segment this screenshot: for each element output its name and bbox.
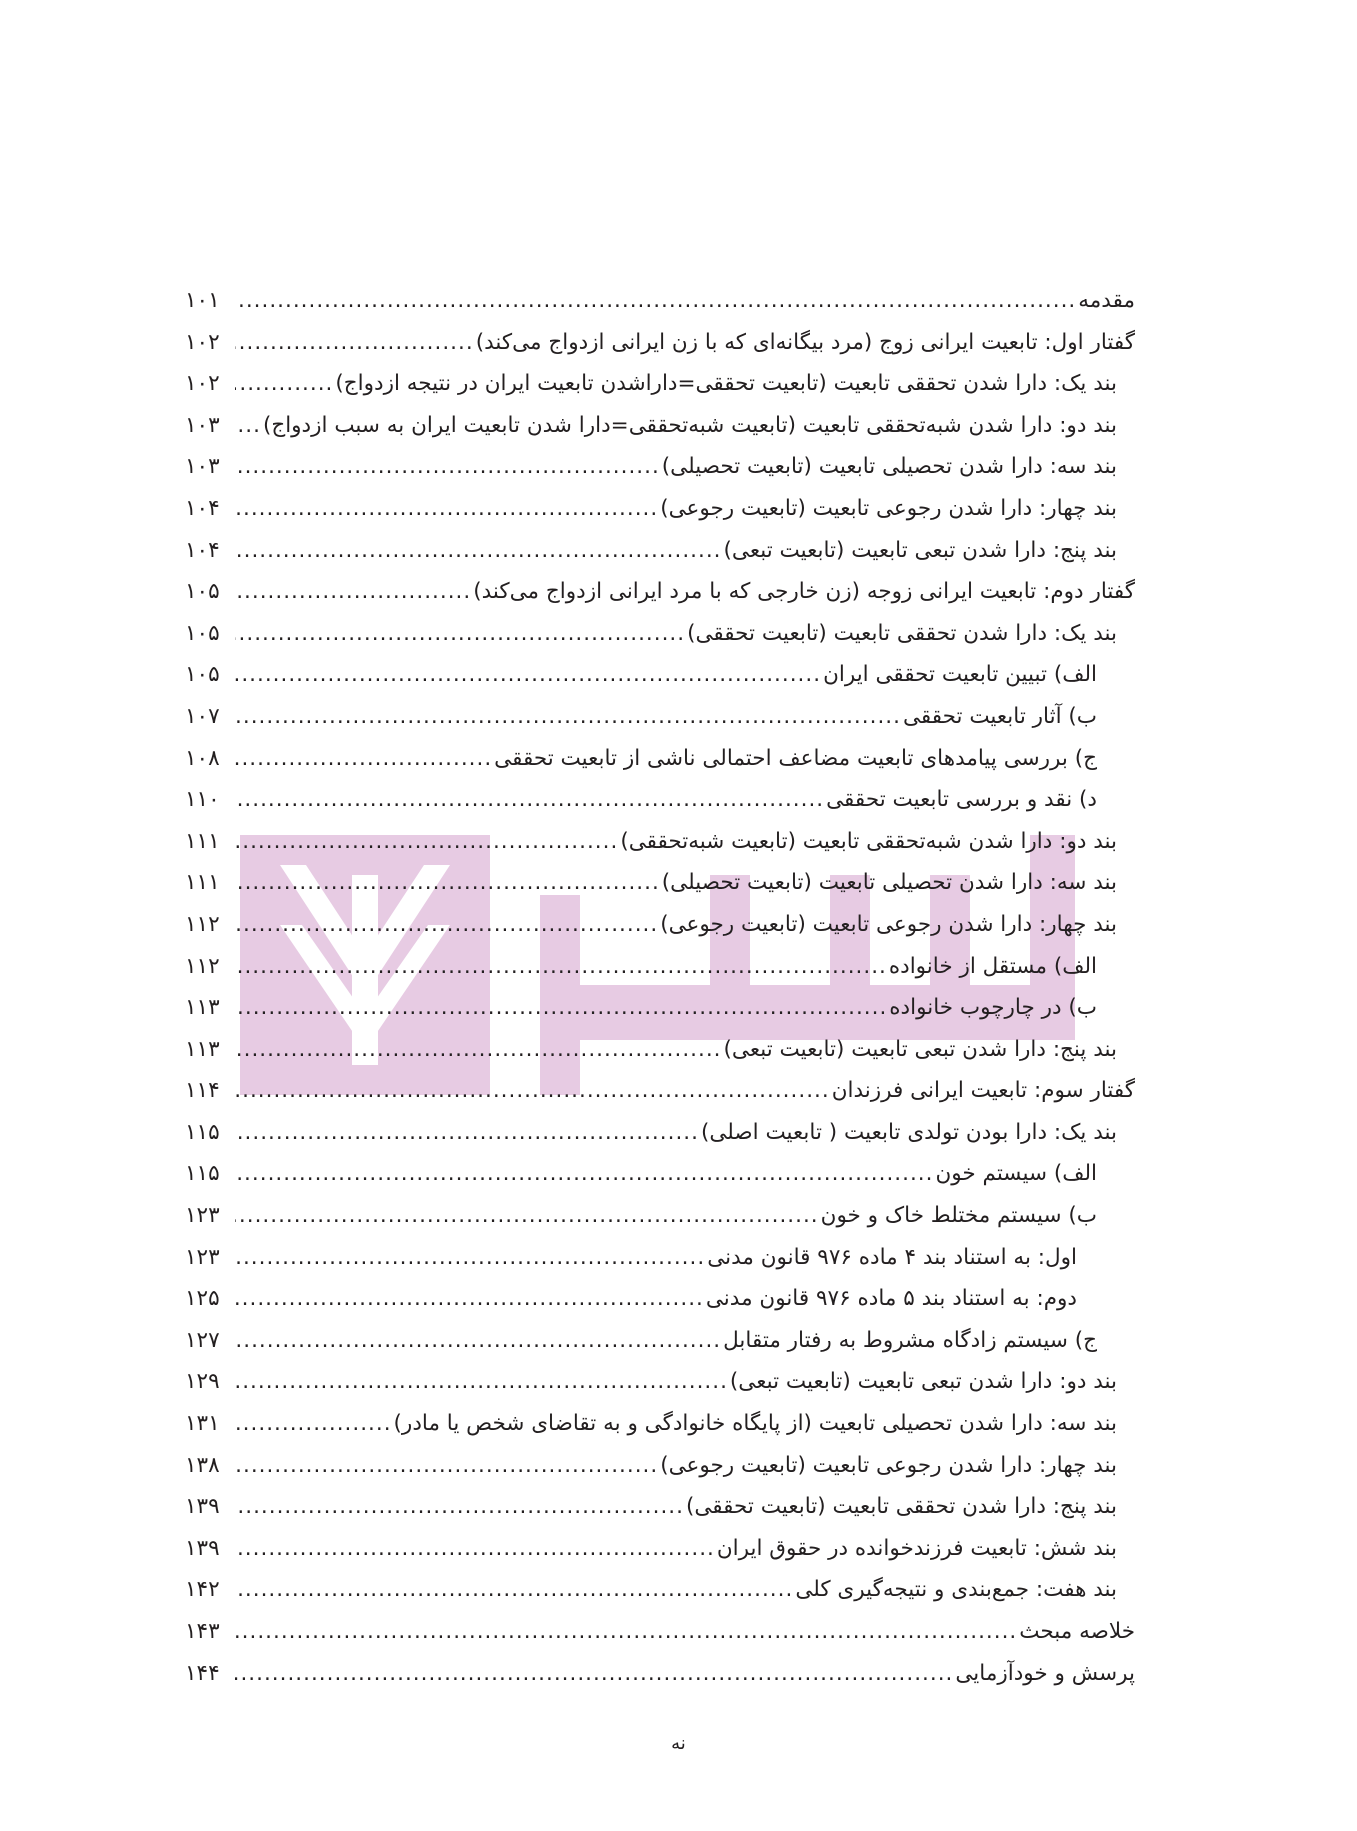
toc-entry <box>185 322 1135 364</box>
toc-entry-title: پرسش و خودآزمایی <box>955 1660 1135 1686</box>
toc-dot-leader <box>235 1528 715 1570</box>
toc-dot-leader <box>235 1153 933 1195</box>
toc-dot-leader <box>235 1445 658 1487</box>
toc-entry <box>185 696 1135 738</box>
toc-entry-title: دوم: به استناد بند ۵ ماده ۹۷۶ قانون مدنی <box>705 1286 1077 1312</box>
toc-entry <box>185 363 1135 405</box>
toc-dot-leader <box>235 1070 830 1112</box>
toc-entry-title: الف) سیستم خون <box>935 1161 1097 1187</box>
toc-entry-title: بند سه: دارا شدن تحصیلی تابعیت (از پایگاه خانوادگی و به تقاضای شخص یا مادر) <box>393 1411 1117 1437</box>
toc-entry-title: بند هفت: جمع‌بندی و نتیجه‌گیری کلی <box>795 1577 1117 1603</box>
toc-entry <box>185 779 1135 821</box>
toc-entry-title: بند پنج: دارا شدن تحققی تابعیت (تابعیت تحققی) <box>685 1494 1117 1520</box>
toc-entry <box>185 488 1135 530</box>
table-of-contents <box>185 280 1135 1694</box>
toc-entry-page: ۱۴۲ <box>185 1577 220 1603</box>
toc-entry-title: بند یک: دارا شدن تحققی تابعیت (تابعیت تحققی=داراشدن تابعیت ایران در نتیجه ازدواج) <box>335 371 1117 397</box>
toc-entry-page: ۱۱۵ <box>185 1161 220 1187</box>
toc-entry-title: ب) در چارچوب خانواده <box>889 995 1097 1021</box>
toc-entry <box>185 446 1135 488</box>
toc-entry <box>185 280 1135 322</box>
toc-entry-page: ۱۰۳ <box>185 412 220 438</box>
toc-entry-page: ۱۲۵ <box>185 1286 220 1312</box>
toc-entry-page: ۱۱۲ <box>185 953 220 979</box>
toc-entry-page: ۱۰۸ <box>185 745 220 771</box>
toc-entry-page: ۱۱۱ <box>185 870 220 896</box>
toc-entry-page: ۱۰۵ <box>185 579 220 605</box>
toc-dot-leader <box>235 1195 819 1237</box>
toc-entry-page: ۱۱۳ <box>185 995 220 1021</box>
toc-dot-leader <box>235 613 685 655</box>
toc-dot-leader <box>235 1029 722 1071</box>
toc-entry-page: ۱۳۹ <box>185 1535 220 1561</box>
toc-entry-page: ۱۴۳ <box>185 1619 220 1644</box>
toc-dot-leader <box>235 280 1076 322</box>
toc-entry <box>185 1320 1135 1362</box>
toc-dot-leader <box>235 405 261 447</box>
toc-dot-leader <box>235 446 660 488</box>
toc-entry-page: ۱۰۱ <box>185 288 220 313</box>
toc-dot-leader <box>235 530 722 572</box>
toc-entry-page: ۱۲۷ <box>185 1327 220 1353</box>
toc-dot-leader <box>235 1361 728 1403</box>
toc-entry <box>185 1153 1135 1195</box>
toc-dot-leader <box>235 1653 953 1695</box>
toc-entry-title: ب) سیستم مختلط خاک و خون <box>820 1203 1097 1229</box>
toc-entry-page: ۱۱۱ <box>185 828 220 854</box>
toc-entry <box>185 1237 1135 1279</box>
toc-entry-title: ج) بررسی پیامدهای تابعیت مضاعف احتمالی ناشی از تابعیت تحققی <box>494 745 1097 771</box>
toc-entry <box>185 654 1135 696</box>
toc-dot-leader <box>235 1278 704 1320</box>
toc-entry-page: ۱۰۴ <box>185 537 220 563</box>
toc-entry-page: ۱۱۰ <box>185 787 220 813</box>
toc-dot-leader <box>235 987 887 1029</box>
toc-entry-page: ۱۱۲ <box>185 911 220 937</box>
toc-entry-title: ب) آثار تابعیت تحققی <box>902 703 1097 729</box>
toc-entry <box>185 1070 1135 1112</box>
toc-entry-title: بند یک: دارا بودن تولدی تابعیت ( تابعیت اصلی) <box>700 1119 1117 1145</box>
toc-dot-leader <box>235 363 333 405</box>
toc-entry <box>185 530 1135 572</box>
toc-entry-title: الف) تبیین تابعیت تحققی ایران <box>823 662 1097 688</box>
toc-entry-title: بند چهار: دارا شدن رجوعی تابعیت (تابعیت رجوعی) <box>660 911 1117 937</box>
toc-entry <box>185 1445 1135 1487</box>
toc-entry-page: ۱۲۹ <box>185 1369 220 1395</box>
toc-dot-leader <box>235 821 618 863</box>
toc-entry-title: د) نقد و بررسی تابعیت تحققی <box>826 787 1097 813</box>
toc-entry-page: ۱۲۳ <box>185 1244 220 1270</box>
toc-entry-title: گفتار دوم: تابعیت ایرانی زوجه (زن خارجی که با مرد ایرانی ازدواج می‌کند) <box>473 579 1135 605</box>
toc-entry-page: ۱۰۵ <box>185 662 220 688</box>
toc-entry-title: خلاصه مبحث <box>1019 1619 1135 1644</box>
toc-entry-title: ج) سیستم زادگاه مشروط به رفتار متقابل <box>723 1327 1097 1353</box>
toc-dot-leader <box>235 904 658 946</box>
toc-entry <box>185 1528 1135 1570</box>
toc-entry-title: بند سه: دارا شدن تحصیلی تابعیت (تابعیت تحصیلی) <box>661 870 1117 896</box>
toc-entry-title: اول: به استناد بند ۴ ماده ۹۷۶ قانون مدنی <box>707 1244 1077 1270</box>
toc-entry-page: ۱۰۵ <box>185 620 220 646</box>
toc-entry <box>185 1029 1135 1071</box>
toc-entry-title: مقدمه <box>1078 288 1135 313</box>
toc-entry-page: ۱۳۹ <box>185 1494 220 1520</box>
toc-entry <box>185 1486 1135 1528</box>
toc-entry-page: ۱۱۴ <box>185 1078 220 1104</box>
toc-entry-page: ۱۰۴ <box>185 495 220 521</box>
toc-entry-title: الف) مستقل از خانواده <box>888 953 1097 979</box>
toc-dot-leader <box>235 738 492 780</box>
toc-entry <box>185 571 1135 613</box>
toc-entry-title: بند یک: دارا شدن تحققی تابعیت (تابعیت تحققی) <box>687 620 1117 646</box>
toc-entry <box>185 821 1135 863</box>
page-number-footer: نه <box>671 1733 686 1754</box>
toc-entry <box>185 738 1135 780</box>
toc-entry <box>185 1403 1135 1445</box>
toc-dot-leader <box>235 1237 705 1279</box>
toc-entry-page: ۱۴۴ <box>185 1660 220 1686</box>
toc-entry-title: بند دو: دارا شدن تبعی تابعیت (تابعیت تبعی) <box>729 1369 1117 1395</box>
toc-entry <box>185 1195 1135 1237</box>
toc-dot-leader <box>235 779 824 821</box>
toc-dot-leader <box>235 1486 684 1528</box>
toc-entry-title: گفتار اول: تابعیت ایرانی زوج (مرد بیگانه‌ای که با زن ایرانی ازدواج می‌کند) <box>475 329 1135 355</box>
toc-entry-page: ۱۲۳ <box>185 1203 220 1229</box>
toc-dot-leader <box>235 1403 392 1445</box>
toc-entry <box>185 862 1135 904</box>
toc-dot-leader <box>235 862 660 904</box>
toc-entry <box>185 1653 1135 1695</box>
toc-entry <box>185 405 1135 447</box>
toc-entry-title: بند سه: دارا شدن تحصیلی تابعیت (تابعیت تحصیلی) <box>661 454 1117 480</box>
toc-dot-leader <box>235 696 901 738</box>
toc-entry-title: بند پنج: دارا شدن تبعی تابعیت (تابعیت تبعی) <box>723 537 1117 563</box>
toc-dot-leader <box>235 571 471 613</box>
toc-entry-title: بند شش: تابعیت فرزندخوانده در حقوق ایران <box>716 1535 1117 1561</box>
toc-entry-page: ۱۱۵ <box>185 1119 220 1145</box>
toc-entry-title: بند دو: دارا شدن شبه‌تحققی تابعیت (تابعیت شبه‌تحققی=دارا شدن تابعیت ایران به سبب ازدواج) <box>262 412 1117 438</box>
toc-dot-leader <box>235 322 474 364</box>
toc-dot-leader <box>235 1112 699 1154</box>
toc-entry <box>185 904 1135 946</box>
toc-entry-page: ۱۰۲ <box>185 371 220 397</box>
toc-entry-page: ۱۳۸ <box>185 1452 220 1478</box>
toc-entry <box>185 1569 1135 1611</box>
toc-entry <box>185 1112 1135 1154</box>
toc-entry-page: ۱۰۲ <box>185 329 220 355</box>
toc-entry <box>185 1278 1135 1320</box>
toc-dot-leader <box>235 1320 721 1362</box>
toc-entry-title: بند پنج: دارا شدن تبعی تابعیت (تابعیت تبعی) <box>723 1036 1117 1062</box>
toc-entry <box>185 613 1135 655</box>
toc-entry <box>185 946 1135 988</box>
toc-entry-title: بند دو: دارا شدن شبه‌تحققی تابعیت (تابعیت شبه‌تحققی) <box>620 828 1117 854</box>
toc-dot-leader <box>235 1569 793 1611</box>
toc-dot-leader <box>235 654 821 696</box>
toc-entry <box>185 1361 1135 1403</box>
toc-entry-page: ۱۱۳ <box>185 1036 220 1062</box>
toc-entry-title: بند چهار: دارا شدن رجوعی تابعیت (تابعیت رجوعی) <box>660 495 1117 521</box>
toc-dot-leader <box>235 1611 1017 1653</box>
toc-entry-title: بند چهار: دارا شدن رجوعی تابعیت (تابعیت رجوعی) <box>660 1452 1117 1478</box>
toc-entry <box>185 1611 1135 1653</box>
toc-entry-page: ۱۰۳ <box>185 454 220 480</box>
toc-entry-title: گفتار سوم: تابعیت ایرانی فرزندان <box>831 1078 1135 1104</box>
toc-entry-page: ۱۰۷ <box>185 703 220 729</box>
toc-dot-leader <box>235 946 887 988</box>
toc-dot-leader <box>235 488 658 530</box>
toc-entry-page: ۱۳۱ <box>185 1411 220 1437</box>
toc-entry <box>185 987 1135 1029</box>
